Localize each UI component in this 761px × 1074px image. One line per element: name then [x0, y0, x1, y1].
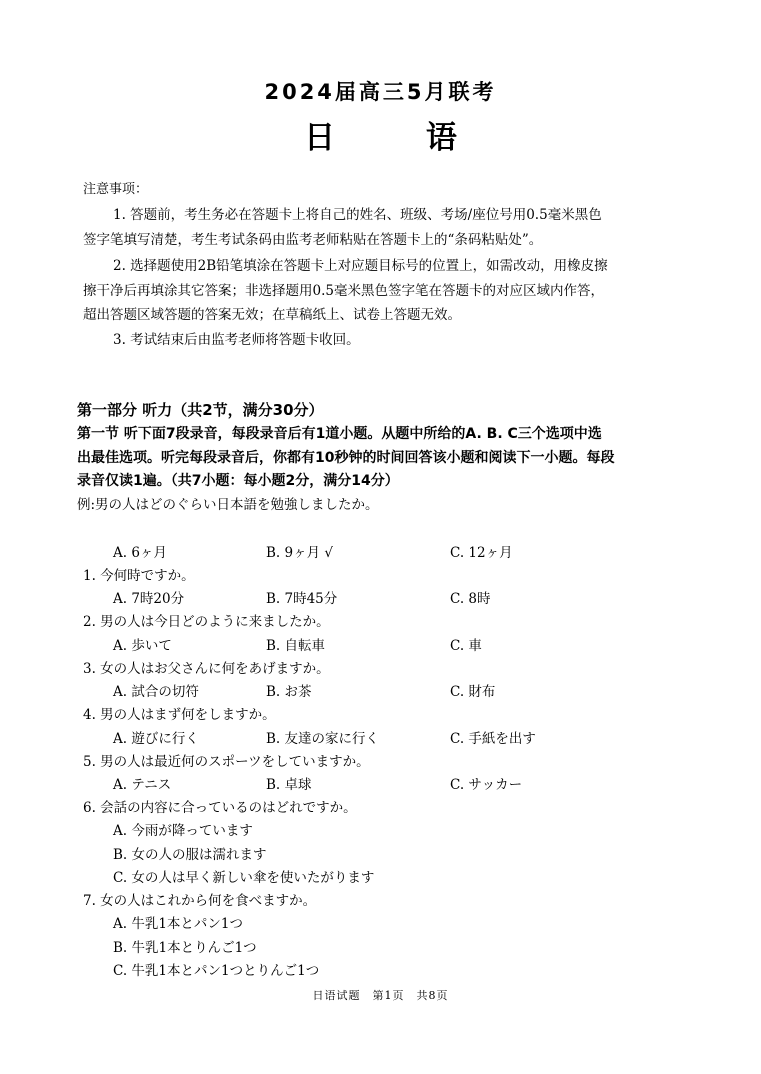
q1-option-c: C. 8時	[450, 591, 491, 607]
note-line: 签字笔填写清楚，考生考试条码由监考老师粘贴在答题卡上的“条码粘贴处”。	[83, 232, 543, 248]
section-instruction: 出最佳选项。听完每段录音后，你都有10秒钟的时间回答该小题和阅读下一小题。每段	[77, 450, 615, 466]
question-4: 4. 男の人はまず何をしますか。	[83, 707, 276, 723]
example-option-c: C. 12ヶ月	[450, 545, 513, 561]
q7-option-c: C. 牛乳1本とパン1つとりんご1つ	[113, 963, 320, 979]
q3-option-a: A. 試合の切符	[113, 684, 199, 700]
note-line: 超出答题区域答题的答案无效；在草稿纸上、试卷上答题无效。	[83, 307, 461, 323]
example-question: 例:男の人はどのぐらい日本語を勉強しましたか。	[77, 497, 379, 513]
question-2: 2. 男の人は今日どのように来ましたか。	[83, 614, 330, 630]
note-line: 2. 选择题使用2B铅笔填涂在答题卡上对应题目标号的位置上，如需改动，用橡皮擦	[113, 258, 608, 274]
q7-option-a: A. 牛乳1本とパン1つ	[113, 916, 244, 932]
q2-option-c: C. 車	[450, 638, 482, 654]
section-instruction: 录音仅读1遍。（共7小题：每小题2分，满分14分）	[77, 473, 399, 489]
q6-option-c: C. 女の人は早く新しい傘を使いたがります	[113, 870, 375, 886]
q6-option-b: B. 女の人の服は濡れます	[113, 847, 267, 863]
part1-heading: 第一部分 听力（共2节，满分30分）	[77, 401, 324, 419]
q1-option-a: A. 7時20分	[113, 591, 185, 607]
q2-option-a: A. 歩いて	[113, 638, 172, 654]
question-1: 1. 今何時ですか。	[83, 568, 195, 584]
q3-option-b: B. お茶	[266, 684, 312, 700]
page-footer: 日语试题 第1页 共8页	[312, 989, 449, 1002]
question-7: 7. 女の人はこれから何を食べますか。	[83, 893, 317, 909]
question-6: 6. 会話の内容に合っているのはどれですか。	[83, 800, 357, 816]
note-line: 擦干净后再填涂其它答案；非选择题用0.5毫米黑色签字笔在答题卡的对应区域内作答，	[83, 283, 604, 299]
exam-title: 2024届高三5月联考	[264, 80, 497, 104]
question-5: 5. 男の人は最近何のスポーツをしていますか。	[83, 754, 370, 770]
section-instruction: 第一节 听下面7段录音，每段录音后有1道小题。从题中所给的A. B. C三个选项中选	[77, 426, 602, 442]
q4-option-b: B. 友達の家に行く	[266, 731, 380, 747]
subject-title: 日 语	[304, 120, 497, 156]
question-3: 3. 女の人はお父さんに何をあげますか。	[83, 661, 330, 677]
example-option-b: B. 9ヶ月 √	[266, 545, 333, 561]
q1-option-b: B. 7時45分	[266, 591, 338, 607]
q5-option-a: A. テニス	[113, 777, 172, 793]
q5-option-c: C. サッカー	[450, 777, 523, 793]
notes-heading: 注意事项：	[83, 182, 149, 197]
q3-option-c: C. 財布	[450, 684, 496, 700]
q4-option-c: C. 手紙を出す	[450, 731, 536, 747]
example-option-a: A. 6ヶ月	[113, 545, 167, 561]
q4-option-a: A. 遊びに行く	[113, 731, 199, 747]
q2-option-b: B. 自転車	[266, 638, 326, 654]
note-line: 3. 考试结束后由监考老师将答题卡收回。	[113, 332, 360, 348]
q5-option-b: B. 卓球	[266, 777, 312, 793]
q7-option-b: B. 牛乳1本とりんご1つ	[113, 940, 257, 956]
note-line: 1. 答题前，考生务必在答题卡上将自己的姓名、班级、考场/座位号用0.5毫米黑色	[113, 207, 602, 223]
q6-option-a: A. 今雨が降っています	[113, 823, 253, 839]
